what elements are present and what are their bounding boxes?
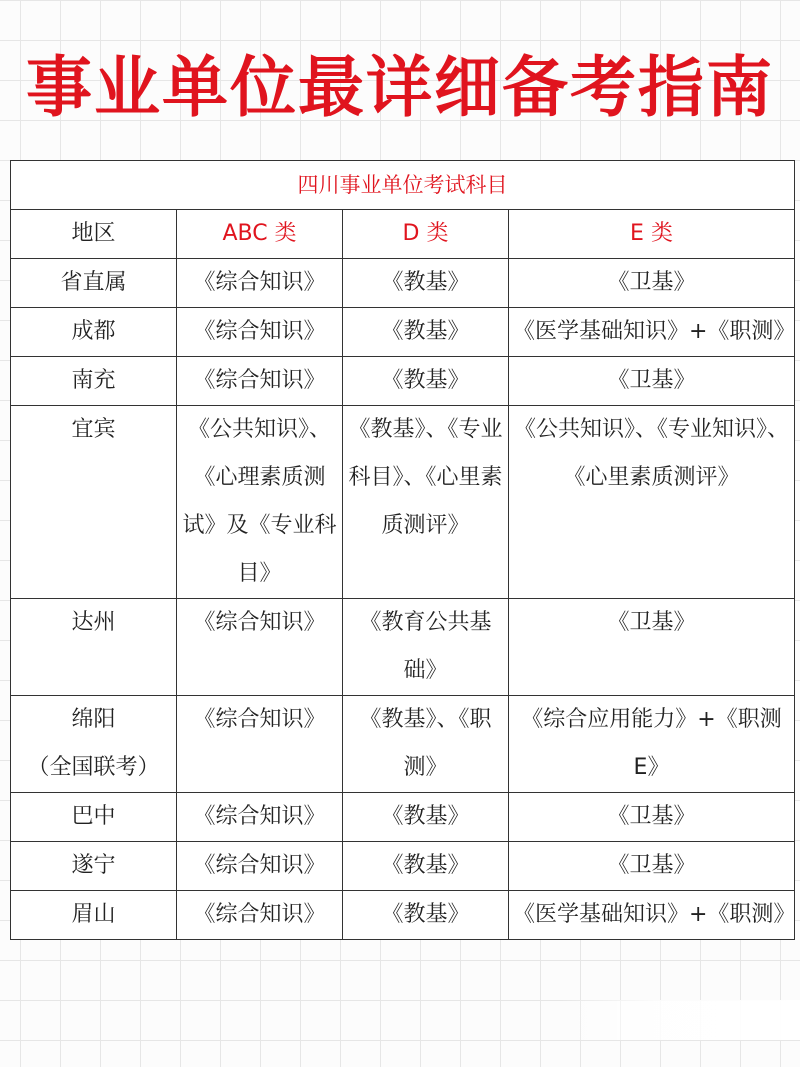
region-name: 南充 [71, 368, 116, 393]
abc-cell: 《综合知识》 [177, 891, 343, 940]
table-caption: 四川事业单位考试科目 [11, 161, 795, 210]
table-row [11, 259, 795, 308]
e-cell: 《卫基》 [509, 259, 795, 308]
region-cell [11, 308, 177, 357]
header-d: D 类 [343, 210, 509, 259]
region-cell [11, 696, 177, 793]
e-cell: 《公共知识》、《专业知识》、《心里素质测评》 [509, 406, 795, 599]
caption-row [11, 161, 795, 210]
d-cell: 《教育公共基础》 [343, 599, 509, 696]
region-cell [11, 842, 177, 891]
region-name: 眉山 [71, 902, 116, 927]
d-cell: 《教基》 [343, 308, 509, 357]
e-cell: 《医学基础知识》+《职测》 [509, 308, 795, 357]
e-cell: 《卫基》 [509, 842, 795, 891]
abc-cell: 《综合知识》 [177, 696, 343, 793]
page-title: 事业单位最详细备考指南 [26, 49, 774, 126]
d-cell: 《教基》 [343, 842, 509, 891]
header-region: 地区 [11, 210, 177, 259]
abc-cell: 《综合知识》 [177, 793, 343, 842]
table-row [11, 406, 795, 599]
abc-cell: 《综合知识》 [177, 599, 343, 696]
d-cell: 《教基》 [343, 793, 509, 842]
table-row [11, 842, 795, 891]
exam-subjects-table [10, 160, 795, 940]
header-abc: ABC 类 [177, 210, 343, 259]
d-cell: 《教基》 [343, 891, 509, 940]
region-cell [11, 793, 177, 842]
d-cell: 《教基》、《专业科目》、《心里素质测评》 [343, 406, 509, 599]
d-cell: 《教基》 [343, 259, 509, 308]
e-cell: 《卫基》 [509, 599, 795, 696]
region-note: （全国联考） [27, 755, 160, 780]
region-name: 省直属 [60, 270, 127, 295]
abc-cell: 《综合知识》 [177, 308, 343, 357]
table-row [11, 599, 795, 696]
abc-cell: 《综合知识》 [177, 842, 343, 891]
header-row [11, 210, 795, 259]
region-name: 宜宾 [71, 417, 116, 442]
corner-fade [560, 1000, 800, 1040]
header-e: E 类 [509, 210, 795, 259]
d-cell: 《教基》、《职测》 [343, 696, 509, 793]
region-cell [11, 891, 177, 940]
e-cell: 《卫基》 [509, 357, 795, 406]
table-row [11, 793, 795, 842]
region-name: 巴中 [71, 804, 116, 829]
table-row [11, 696, 795, 793]
abc-cell: 《公共知识》、《心理素质测试》及《专业科目》 [177, 406, 343, 599]
region-name: 遂宁 [71, 853, 116, 878]
abc-cell: 《综合知识》 [177, 259, 343, 308]
e-cell: 《医学基础知识》+《职测》 [509, 891, 795, 940]
region-name: 成都 [71, 319, 116, 344]
region-name: 绵阳 [71, 707, 116, 732]
table-row [11, 357, 795, 406]
region-cell [11, 599, 177, 696]
e-cell: 《卫基》 [509, 793, 795, 842]
table-row [11, 308, 795, 357]
region-cell [11, 259, 177, 308]
region-cell [11, 357, 177, 406]
e-cell: 《综合应用能力》+《职测 E》 [509, 696, 795, 793]
region-cell [11, 406, 177, 599]
region-name: 达州 [71, 610, 116, 635]
abc-cell: 《综合知识》 [177, 357, 343, 406]
table-row [11, 891, 795, 940]
d-cell: 《教基》 [343, 357, 509, 406]
